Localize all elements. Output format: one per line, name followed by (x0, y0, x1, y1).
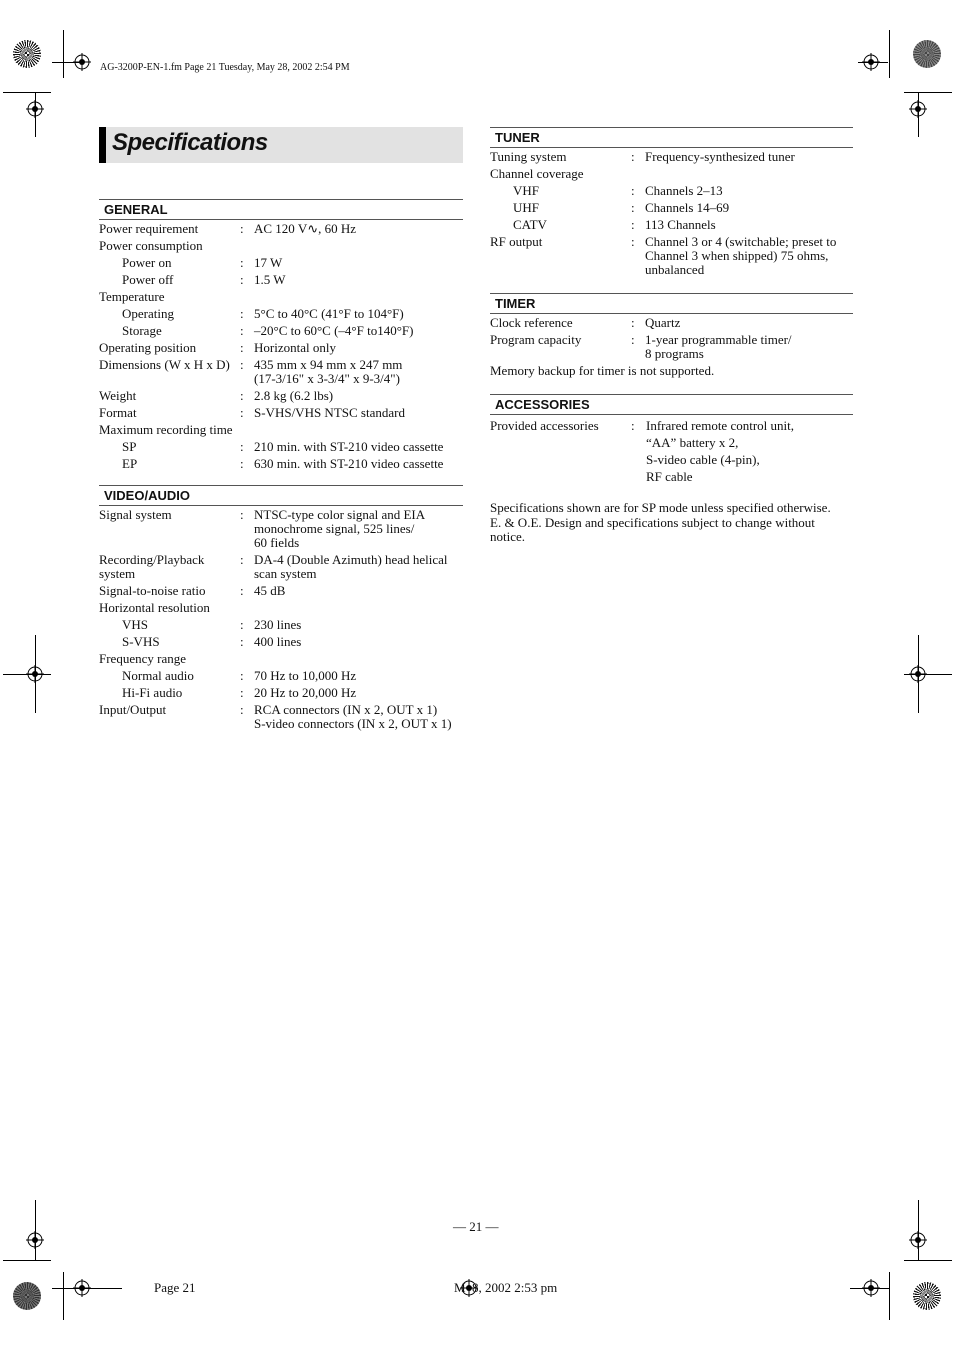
spec-value-line: 17 W (254, 255, 283, 270)
spec-row (490, 333, 853, 361)
spec-value-line: scan system (254, 566, 317, 581)
spec-row (99, 669, 463, 683)
spec-label: EP (122, 456, 138, 471)
section-heading: ACCESSORIES (490, 394, 853, 415)
spec-label: RF output (490, 234, 543, 249)
spec-value-line: DA-4 (Double Azimuth) head helical (254, 552, 448, 567)
spec-colon: : (631, 183, 635, 198)
spec-value-line: “AA” battery x 2, (646, 435, 739, 450)
spec-label: Operating position (99, 340, 197, 355)
spec-value (645, 333, 792, 361)
spec-value (645, 316, 680, 330)
corner-registration-disc-icon (13, 40, 41, 68)
spec-value-line: Channels 2–13 (645, 183, 723, 198)
spec-row (99, 508, 463, 550)
corner-registration-disc-icon (913, 1282, 941, 1310)
spec-label: Storage (122, 323, 162, 338)
spec-colon: : (240, 340, 244, 355)
spec-colon: : (240, 306, 244, 321)
spec-label: Horizontal resolution (99, 600, 210, 615)
spec-value (645, 184, 723, 198)
spec-value (254, 324, 413, 338)
spec-label: Normal audio (122, 668, 194, 683)
spec-colon: : (240, 456, 244, 471)
crop-line (889, 30, 890, 78)
spec-colon: : (240, 272, 244, 287)
crop-line (3, 1260, 51, 1261)
spec-colon: : (631, 234, 635, 249)
spec-value-line: 5°C to 40°C (41°F to 104°F) (254, 306, 404, 321)
specifications-footnote: Specifications shown are for SP mode unless specified otherwise. E. & O.E. Design and specifications subject to change without notice. (490, 500, 831, 544)
spec-value (254, 703, 452, 731)
spec-colon: : (240, 323, 244, 338)
section-heading: TUNER (490, 127, 853, 148)
crop-line (63, 1272, 64, 1320)
spec-colon: : (631, 315, 635, 330)
spec-colon: : (240, 357, 244, 372)
spec-value (254, 440, 443, 454)
spec-value-line: (17-3/16" x 3-3/4" x 9-3/4") (254, 371, 400, 386)
crop-line (889, 1272, 890, 1320)
spec-row (490, 417, 853, 485)
spec-label: Provided accessories (490, 418, 599, 433)
spec-label: Recording/Playback system (99, 552, 205, 581)
section-heading: TIMER (490, 293, 853, 314)
spec-value-line: S-video cable (4-pin), (646, 452, 760, 467)
spec-value-line: –20°C to 60°C (–4°F to140°F) (254, 323, 414, 338)
spec-label: Weight (99, 388, 137, 403)
spec-value-line: 70 Hz to 10,000 Hz (254, 668, 357, 683)
spec-row (490, 316, 853, 330)
spec-value (254, 584, 285, 598)
spec-value-line: 210 min. with ST-210 video cassette (254, 439, 444, 454)
timer-section (490, 293, 853, 379)
registration-target-icon (862, 53, 880, 71)
spec-value-line: 630 min. with ST-210 video cassette (254, 456, 444, 471)
spec-value-line: 435 mm x 94 mm x 247 mm (254, 357, 403, 372)
registration-target-icon (73, 1279, 91, 1297)
spec-value (645, 235, 836, 277)
spec-row (99, 457, 463, 471)
spec-value-line: 1.5 W (254, 272, 286, 287)
corner-registration-disc-icon (13, 1282, 41, 1310)
spec-row (99, 584, 463, 598)
crop-line (904, 1260, 952, 1261)
spec-value-line: 113 Channels (645, 217, 716, 232)
spec-value (645, 201, 729, 215)
registration-target-icon (73, 53, 91, 71)
spec-colon: : (240, 702, 244, 717)
corner-registration-disc-icon (913, 40, 941, 68)
spec-value (254, 618, 301, 632)
spec-row (490, 184, 853, 198)
spec-value-line: 8 programs (645, 346, 704, 361)
spec-value-line: S-VHS/VHS NTSC standard (254, 405, 405, 420)
spec-value-line: 45 dB (254, 583, 286, 598)
spec-colon: : (631, 200, 635, 215)
spec-row (99, 635, 463, 649)
spec-row (99, 686, 463, 700)
spec-value (254, 669, 356, 683)
registration-target-icon (26, 665, 44, 683)
title-accent-bar (99, 127, 106, 163)
spec-row (99, 618, 463, 632)
file-info-header: AG-3200P-EN-1.fm Page 21 Tuesday, May 28, 2002 2:54 PM (100, 62, 350, 73)
spec-row (490, 167, 853, 181)
spec-value-line: Channel 3 when shipped) 75 ohms, (645, 248, 829, 263)
spec-value-line: AC 120 V∿, 60 Hz (254, 221, 357, 236)
spec-value (254, 457, 443, 471)
registration-target-icon (26, 100, 44, 118)
spec-value (254, 508, 425, 550)
spec-value-line: monochrome signal, 525 lines/ (254, 521, 415, 536)
spec-label: Channel coverage (490, 166, 584, 181)
crop-line (3, 92, 51, 93)
spec-value (646, 417, 794, 485)
spec-row (99, 358, 463, 386)
spec-row (99, 324, 463, 338)
spec-colon: : (240, 439, 244, 454)
spec-row (99, 273, 463, 287)
spec-colon: : (240, 685, 244, 700)
spec-label: Power off (122, 272, 174, 287)
spec-label: Format (99, 405, 137, 420)
spec-label: Dimensions (W x H x D) (99, 357, 230, 372)
crop-line (63, 30, 64, 78)
spec-label: Signal system (99, 507, 172, 522)
registration-target-icon (862, 1279, 880, 1297)
registration-target-icon (909, 1231, 927, 1249)
spec-row (99, 290, 463, 304)
crop-line (918, 1200, 919, 1260)
spec-row (99, 406, 463, 420)
spec-value-line: 400 lines (254, 634, 302, 649)
page-title-bar (99, 127, 463, 163)
spec-colon: : (631, 418, 635, 433)
spec-row (99, 553, 463, 581)
spec-row (99, 601, 463, 615)
spec-colon: : (240, 255, 244, 270)
spec-label: Clock reference (490, 315, 573, 330)
spec-value-line: S-video connectors (IN x 2, OUT x 1) (254, 716, 452, 731)
spec-value-line: Channels 14–69 (645, 200, 730, 215)
spec-value-line: Frequency-synthesized tuner (645, 149, 795, 164)
spec-value (254, 686, 356, 700)
spec-row (99, 341, 463, 355)
spec-value (254, 406, 405, 420)
spec-value-line: Infrared remote control unit, (646, 418, 794, 433)
spec-label: Hi-Fi audio (122, 685, 183, 700)
tuner-section (490, 127, 853, 280)
spec-label: Signal-to-noise ratio (99, 583, 206, 598)
spec-label: SP (122, 439, 137, 454)
spec-label: CATV (513, 217, 547, 232)
crop-line (904, 92, 952, 93)
spec-value-line: 20 Hz to 20,000 Hz (254, 685, 357, 700)
spec-value (254, 389, 333, 403)
spec-colon: : (240, 668, 244, 683)
spec-colon: : (240, 388, 244, 403)
spec-colon: : (240, 552, 244, 567)
spec-value-line: 230 lines (254, 617, 302, 632)
spec-value (254, 635, 301, 649)
spec-label: Operating (122, 306, 174, 321)
spec-value-line: Horizontal only (254, 340, 336, 355)
spec-row (490, 235, 853, 277)
spec-colon: : (240, 507, 244, 522)
spec-value-line: Quartz (645, 315, 681, 330)
general-section (99, 199, 463, 474)
spec-row (490, 218, 853, 232)
spec-value (254, 341, 336, 355)
spec-colon: : (240, 617, 244, 632)
spec-label: Input/Output (99, 702, 167, 717)
spec-colon: : (631, 217, 635, 232)
spec-row (99, 440, 463, 454)
spec-value-line: NTSC-type color signal and EIA (254, 507, 426, 522)
footer-date-label: M 8, 2002 2:53 pm (454, 1280, 558, 1295)
footer-page-label: Page 21 (154, 1280, 196, 1295)
page-number: — 21 — (453, 1219, 499, 1234)
spec-value-line: RCA connectors (IN x 2, OUT x 1) (254, 702, 438, 717)
spec-value (645, 150, 795, 164)
spec-value-line: 2.8 kg (6.2 lbs) (254, 388, 334, 403)
spec-label: Program capacity (490, 332, 582, 347)
spec-row (490, 201, 853, 215)
page-title: Specifications (112, 129, 268, 156)
spec-label: S-VHS (122, 634, 160, 649)
spec-label: Power consumption (99, 238, 203, 253)
accessories-section (490, 394, 853, 488)
spec-colon: : (240, 221, 244, 236)
spec-value-line: Channel 3 or 4 (switchable; preset to (645, 234, 837, 249)
spec-row (99, 256, 463, 270)
spec-row (99, 239, 463, 253)
spec-value (254, 307, 404, 321)
spec-label: Tuning system (490, 149, 567, 164)
spec-colon: : (631, 149, 635, 164)
spec-label: UHF (513, 200, 540, 215)
spec-label: Power on (122, 255, 172, 270)
spec-row (99, 389, 463, 403)
crop-line (35, 1200, 36, 1260)
spec-value (254, 553, 448, 581)
spec-label: Maximum recording time (99, 422, 233, 437)
spec-value-line: 1-year programmable timer/ (645, 332, 792, 347)
spec-row (99, 703, 463, 731)
spec-label: Power requirement (99, 221, 199, 236)
section-heading: GENERAL (99, 199, 463, 220)
video-audio-section (99, 485, 463, 734)
spec-colon: : (631, 332, 635, 347)
spec-row (99, 222, 463, 236)
spec-value (254, 222, 356, 236)
timer-note: Memory backup for timer is not supported. (490, 363, 715, 378)
spec-label: VHF (513, 183, 540, 198)
spec-row (99, 423, 463, 437)
spec-colon: : (240, 634, 244, 649)
spec-value (645, 218, 716, 232)
spec-label: Frequency range (99, 651, 186, 666)
spec-value (254, 256, 282, 270)
spec-colon: : (240, 405, 244, 420)
spec-row (490, 150, 853, 164)
section-heading: VIDEO/AUDIO (99, 485, 463, 506)
registration-target-icon (26, 1231, 44, 1249)
spec-row (99, 307, 463, 321)
spec-label: Temperature (99, 289, 165, 304)
spec-value-line: RF cable (646, 469, 693, 484)
spec-value-line: unbalanced (645, 262, 705, 277)
registration-target-icon (909, 100, 927, 118)
spec-value-line: 60 fields (254, 535, 300, 550)
spec-label: VHS (122, 617, 149, 632)
spec-value (254, 358, 402, 386)
registration-target-icon (909, 665, 927, 683)
spec-value (254, 273, 286, 287)
spec-colon: : (240, 583, 244, 598)
spec-row (99, 652, 463, 666)
